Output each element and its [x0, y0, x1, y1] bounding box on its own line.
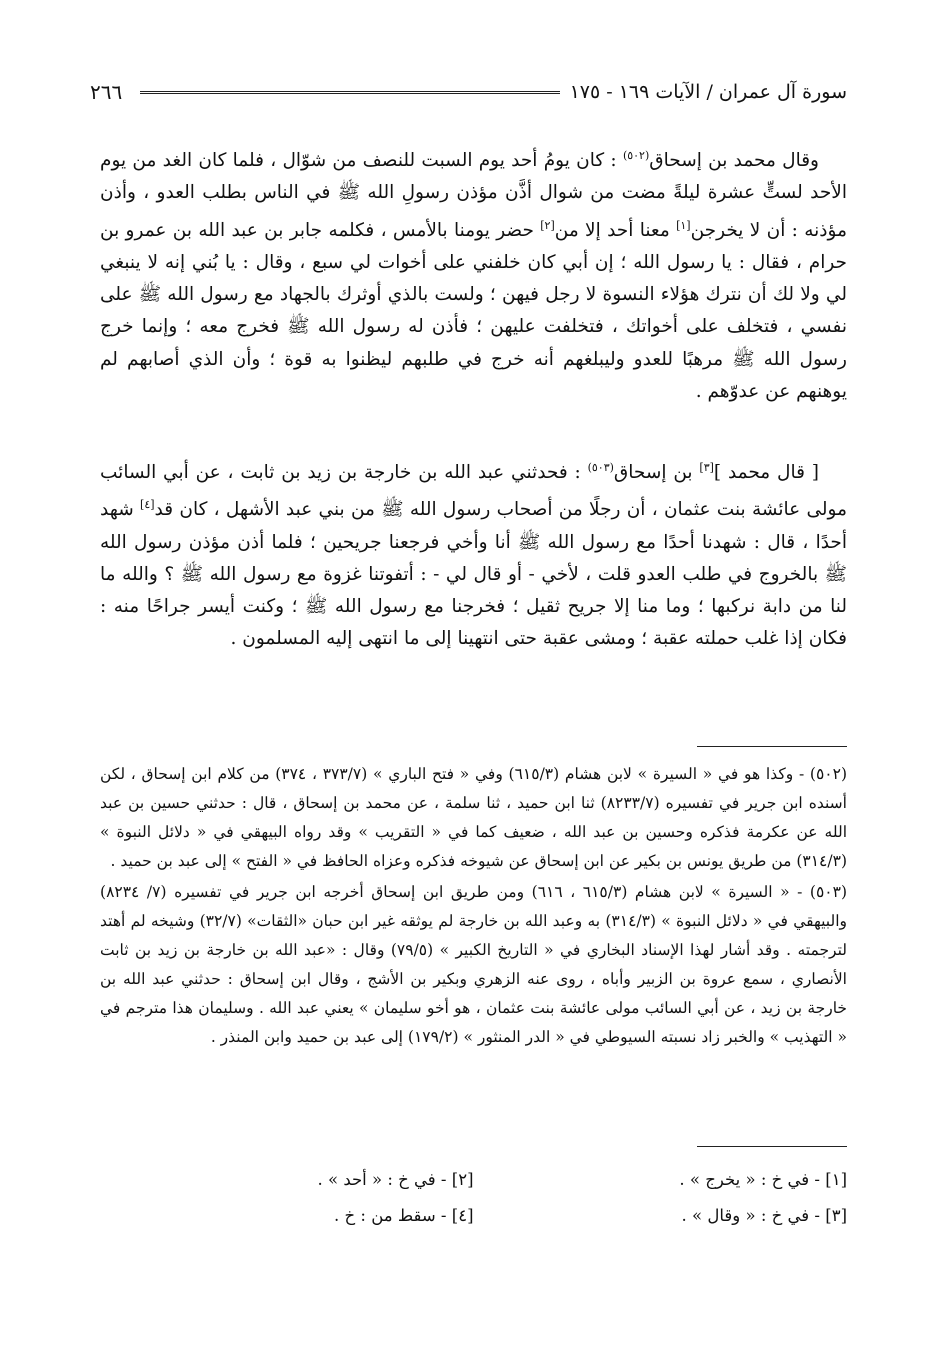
footnotes: [100, 760, 847, 1054]
variant-note-1: [١] - في خ : « يخرج » .: [679, 1170, 847, 1189]
text-segment: شهد أحدًا ، قال : شهدنا أحدًا مع رسول الله ﷺ أنا وأخي فرجعنا جريحين ؛ فلما أذن مؤذن رسول الله ﷺ بالخروج في طلب العدو قلت ، لأخي - أو قال لي - : أتفوتنا غزوة مع رسول الله ﷺ ؟ والله ما لنا من دابة نركبها ؛ وما منا إلا جريح ثقيل ؛ فخرجنا مع رسول الله ﷺ ؛ وكنت أيسر جراحًا منه : فكان إذا غلب حملته عقبة ؛ ومشى عقبة حتى انتهينا إلى ما انتهى إليه المسلمون .: [100, 499, 847, 650]
variant-notes: [100, 1162, 847, 1234]
running-title: سورة آل عمران / الآيات ١٦٩ - ١٧٥: [569, 81, 847, 103]
text-segment: بن إسحاق: [613, 462, 700, 484]
variant-note-2: [٢] - في خ : « أحد » .: [317, 1170, 474, 1189]
footnote-separator: [697, 746, 847, 747]
running-header: [90, 76, 847, 108]
variant-ref: [١]: [676, 218, 691, 232]
variant-note-4: [٤] - سقط من : خ .: [334, 1206, 474, 1225]
footnote-ref: (٥٠٣): [587, 461, 614, 474]
footnote-ref: (٥٠٢): [622, 149, 650, 162]
text-segment: وقال محمد بن إسحاق: [649, 150, 819, 172]
variant-ref: [٤]: [140, 498, 155, 512]
text-segment: : فحدثني عبد الله بن خارجة بن زيد بن ثابت ، عن أبي السائب مولى عائشة بنت عثمان ، أن رجلًا من أصحاب رسول الله ﷺ من بني عبد الأشهل ، كان قد: [100, 462, 847, 521]
footnote-502: (٥٠٢) - وكذا هو في « السيرة » لابن هشام (٦١٥/٣) وفي « فتح الباري » (٣٧٣/٧ ، ٣٧٤) من كلام ابن إسحاق ، لكن أسنده ابن جرير في تفسيره (٨٢٣٣/٧) ثنا ابن حميد ، ثنا سلمة ، عن محمد بن إسحاق ، قال : حدثني حسين بن عبد الله عن عكرمة فذكره وحسين بن عبد الله ، ضعيف كما في « التقريب » وقد رواه البيهقي في « دلائل النبوة » (٣١٤/٣) من طريق يونس بن بكير عن ابن إسحاق عن شيوخه فذكره وعزاه الحافظ في « الفتح » إلى عبد بن حميد .: [100, 765, 847, 870]
footnote-503: (٥٠٣) - « السيرة » لابن هشام (٦١٥/٣ ، ٦١٦) ومن طريق ابن إسحاق أخرجه ابن جرير في تفسيره (٧/ ٨٢٣٤) والبيهقي في « دلائل النبوة » (٣١٤/٣) به وعبد الله بن خارجة لم يوثقه غير ابن حبان «الثقات» (٣٢/٧) وشيخه لم أهتد لترجمته . وقد أشار لهذا الإسناد البخاري في « التاريخ الكبير » (٧٩/٥) وقال : «عبد الله بن خارجة بن زيد بن ثابت الأنصاري ، سمع عروة بن الزبير وأباه ، روى عنه الزهري وبكير بن الأشج ، وقال ابن إسحاق : حدثني عبد الله بن خارجة بن زيد ، عن أبي السائب مولى عائشة بنت عثمان ، هو أخو سليمان » يعني عبد الله . وسليمان هذا مترجم في « التهذيب » والخبر زاد نسبته السيوطي في « الدر المنثور » (١٧٩/٢) إلى عبد بن حميد وابن المنذر .: [100, 883, 847, 1046]
header-rule: [140, 91, 559, 94]
text-segment: معنا أحد إلا من: [554, 219, 677, 241]
variant-ref: [٢]: [540, 218, 555, 232]
variant-note-3: [٣] - في خ : « وقال » .: [681, 1206, 847, 1225]
body-paragraph-1: [100, 140, 847, 408]
text-segment: : كان يومُ أحد يوم السبت للنصف من شوّال ، فلما كان الغد من يوم الأحد لستٍّ عشرة ليلةً مضت من شوال أذَّن مؤذن رسولِ الله ﷺ في الناس بطلب العدو ، وأذن مؤذنه : أن لا يخرجن: [100, 150, 848, 241]
page-number: ٢٦٦: [90, 80, 123, 104]
body-paragraph-2: [100, 452, 847, 656]
variant-notes-separator: [697, 1146, 847, 1147]
text-segment: حضر يومنا بالأمس ، فكلمه جابر بن عبد الله بن عمرو بن حرام ، فقال : يا رسول الله ؛ إن أبي كان خلفني على أخوات لي سبع ، وقال : يا بُني إنه لا ينبغي لي ولا لك أن نترك هؤلاء النسوة لا رجل فيهن ؛ ولست بالذي أوثرك بالجهاد مع رسول الله ﷺ على نفسي ، فتخلف على أخواتك ، فتخلفت عليهن ؛ فأذن له رسول الله ﷺ فخرج معه ؛ وإنما خرج رسول الله ﷺ مرهبًا للعدو وليبلغهم أنه خرج في طلبهم ليظنوا به قوة ؛ وأن الذي أصابهم لم يوهنهم عن عدوّهم .: [100, 219, 847, 402]
text-segment: [ قال محمد ]: [713, 462, 819, 484]
variant-ref: [٣]: [699, 461, 714, 474]
